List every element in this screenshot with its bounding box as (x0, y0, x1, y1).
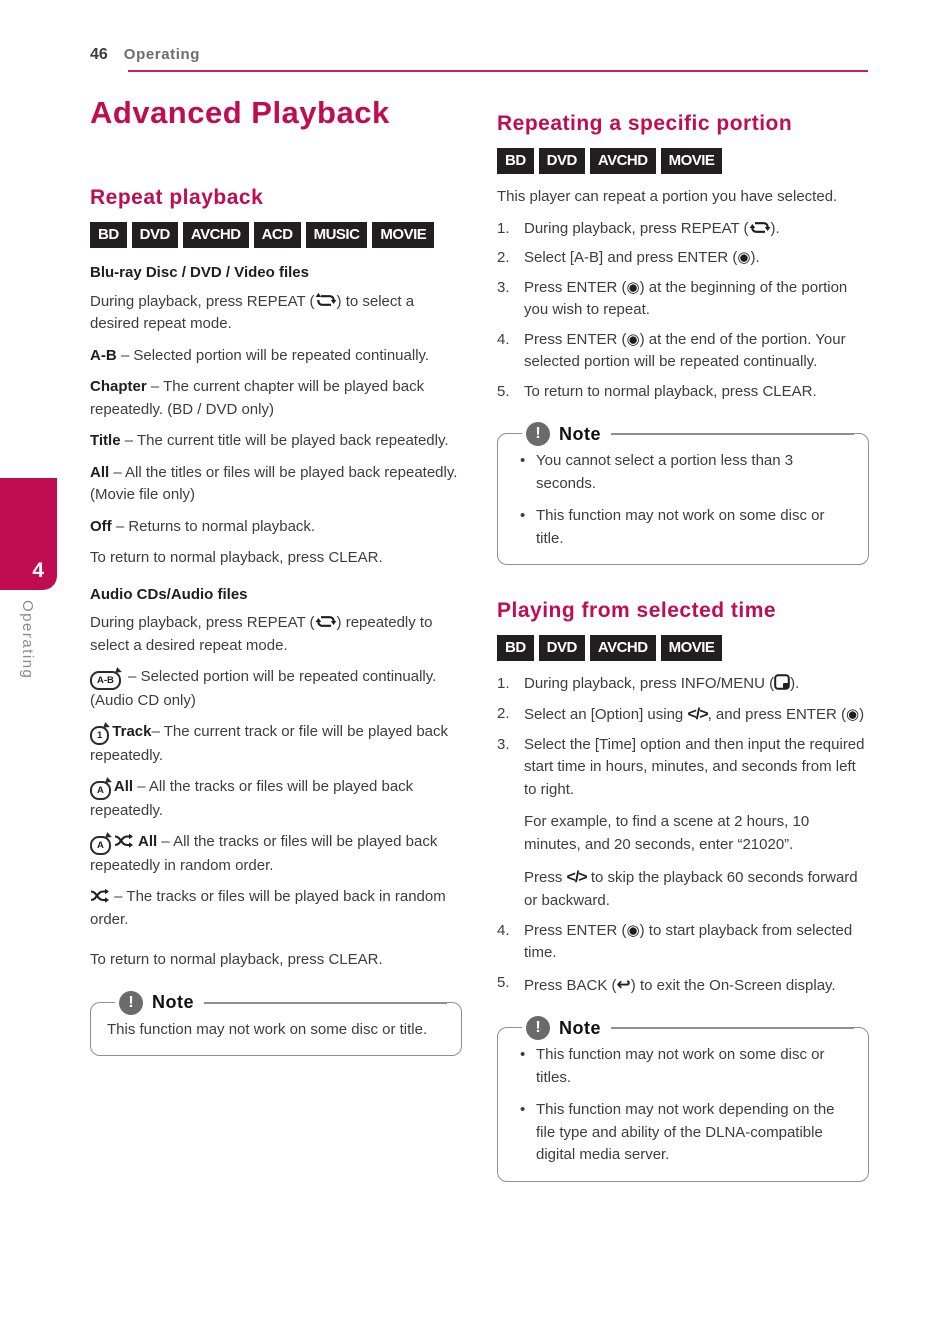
note-label: ! Note (522, 421, 854, 447)
note-text: This function may not work on some disc or title. (107, 1020, 428, 1038)
repeating-portion-badges (497, 148, 869, 174)
left-right-arrows-icon: </> (687, 705, 708, 723)
exclamation-icon: ! (526, 422, 550, 446)
back-icon: ↩ (616, 974, 631, 994)
clear-line-2: To return to normal playback, press CLEAR. (90, 951, 383, 969)
enter-icon: ◉ (737, 249, 751, 267)
badge-dvd: DVD (539, 148, 585, 174)
step-4: 4. Press ENTER (◉) to start playback from selected time. (497, 921, 853, 962)
mode-title: Title – The current title will be played back repeatedly. (90, 432, 449, 450)
repeat-playback-heading: Repeat playback (90, 186, 264, 210)
note-item: • This function may not work on some disc or titles. (520, 1044, 852, 1089)
badge-dvd: DVD (539, 635, 585, 661)
note-label: ! Note (522, 1015, 854, 1041)
page-header (90, 46, 868, 64)
badge-bd: BD (497, 148, 534, 174)
badge-movie: MOVIE (372, 222, 434, 248)
page-number: 46 (90, 46, 108, 63)
step-3-para-3: Press </> to skip the playback 60 seconds forward or backward. (524, 869, 858, 910)
badge-avchd: AVCHD (590, 148, 656, 174)
badge-movie: MOVIE (661, 635, 723, 661)
step-5: 5. Press BACK (↩) to exit the On-Screen display. (497, 973, 836, 994)
note-label: ! Note (115, 990, 447, 1016)
mode-chapter: Chapter – The current chapter will be played back repeatedly. (BD / DVD only) (90, 378, 425, 418)
repeat-all-loop-icon: A (90, 836, 111, 855)
repeat-all-loop-icon: A (90, 781, 111, 800)
step-5: 5. To return to normal playback, press CLEAR. (497, 382, 817, 400)
enter-icon: ◉ (626, 921, 640, 939)
repeat-icon (315, 614, 337, 629)
note-box-ab (497, 423, 869, 565)
step-4: 4. Press ENTER (◉) at the end of the portion. Your selected portion will be repeated continually. (497, 330, 846, 371)
chapter-vertical-label: Operating (19, 600, 36, 680)
note-item: • You cannot select a portion less than 3 seconds. (520, 450, 852, 495)
repeat-ab-loop-icon: A-B (90, 671, 121, 690)
badge-acd: ACD (254, 222, 301, 248)
audio-mode-ab: A-B – Selected portion will be repeated continually. (Audio CD only) (90, 668, 437, 709)
audio-intro-paragraph: During playback, press REPEAT ( ) repeatedly to select a desired repeat mode. (90, 614, 433, 654)
exclamation-icon: ! (526, 1016, 550, 1040)
audio-files-subhead: Audio CDs/Audio files (90, 585, 248, 603)
audio-mode-random: – The tracks or files will be played back in random order. (90, 888, 446, 928)
step-3: 3. Press ENTER (◉) at the beginning of the portion you wish to repeat. (497, 278, 848, 319)
repeat-playback-badges (90, 222, 462, 248)
audio-mode-all: A All – All the tracks or files will be played back repeatedly. (90, 778, 414, 819)
chapter-tab (0, 478, 57, 590)
step-2: 2. Select an [Option] using </>, and press ENTER (◉) (497, 704, 865, 723)
badge-avchd: AVCHD (183, 222, 249, 248)
header-rule (128, 70, 868, 72)
video-intro-paragraph: During playback, press REPEAT ( ) to select a desired repeat mode. (90, 292, 415, 333)
enter-icon: ◉ (626, 330, 640, 348)
page-title: Advanced Playback (90, 95, 390, 130)
audio-mode-all-random: A All – All the tracks or files will be played back repeatedly in random order. (90, 833, 438, 874)
repeat-icon (315, 293, 337, 308)
note-rule (204, 1002, 447, 1004)
playing-time-heading: Playing from selected time (497, 599, 777, 623)
badge-movie: MOVIE (661, 148, 723, 174)
badge-dvd: DVD (132, 222, 178, 248)
note-item: • This function may not work on some disc or title. (520, 505, 852, 550)
step-1: 1. During playback, press REPEAT ( ). (497, 219, 780, 237)
shuffle-icon (90, 888, 110, 903)
video-files-subhead: Blu-ray Disc / DVD / Video files (90, 264, 309, 282)
shuffle-icon (114, 833, 134, 848)
mode-all: All – All the titles or files will be played back repeatedly. (Movie file only) (90, 463, 458, 504)
note-rule (611, 433, 854, 435)
clear-line: To return to normal playback, press CLEAR. (90, 549, 383, 567)
note-box-time (497, 1017, 869, 1182)
note-box-left (90, 992, 462, 1057)
step-1: 1. During playback, press INFO/MENU ( ). (497, 675, 800, 693)
mode-ab: A-B – Selected portion will be repeated continually. (90, 346, 430, 364)
mode-off: Off – Returns to normal playback. (90, 517, 316, 535)
step-3-para-2: For example, to find a scene at 2 hours, 10 minutes, and 20 seconds, enter “21020”. (524, 813, 810, 853)
time-steps (497, 673, 869, 997)
note-item: • This function may not work depending on the file type and ability of the DLNA-compatible digital media server. (520, 1099, 852, 1167)
info-menu-icon (774, 674, 790, 690)
enter-icon: ◉ (626, 278, 640, 296)
exclamation-icon: ! (119, 991, 143, 1015)
step-3-para-1: Select the [Time] option and then input the required start time in hours, minutes, and seconds from left to right. (524, 735, 865, 798)
left-column (90, 96, 462, 1056)
ab-intro: This player can repeat a portion you have selected. (497, 188, 838, 206)
badge-music: MUSIC (306, 222, 368, 248)
note-rule (611, 1027, 854, 1029)
enter-icon: ◉ (845, 705, 860, 723)
repeating-portion-heading: Repeating a specific portion (497, 112, 793, 135)
badge-avchd: AVCHD (590, 635, 656, 661)
left-right-arrows-icon: </> (566, 869, 587, 887)
step-2: 2. Select [A-B] and press ENTER (◉). (497, 249, 760, 267)
badge-bd: BD (90, 222, 127, 248)
header-section-label: Operating (123, 46, 201, 63)
chapter-number: 4 (32, 559, 44, 582)
badge-bd: BD (497, 635, 534, 661)
ab-steps (497, 218, 869, 404)
audio-mode-track: 1 Track– The current track or file will be played back repeatedly. (90, 723, 449, 764)
right-column (497, 112, 869, 1182)
playing-time-badges (497, 635, 869, 661)
step-3: 3. Select the [Time] option and then input the required start time in hours, minutes, and seconds from left to right. For example, to find a scene at 2 hours, 10 minutes, and 20 seconds, enter “21020”. Press </> to skip the playback 60 seconds forward or backward. (497, 734, 869, 913)
repeat-icon (749, 220, 771, 235)
repeat-one-loop-icon: 1 (90, 726, 109, 745)
